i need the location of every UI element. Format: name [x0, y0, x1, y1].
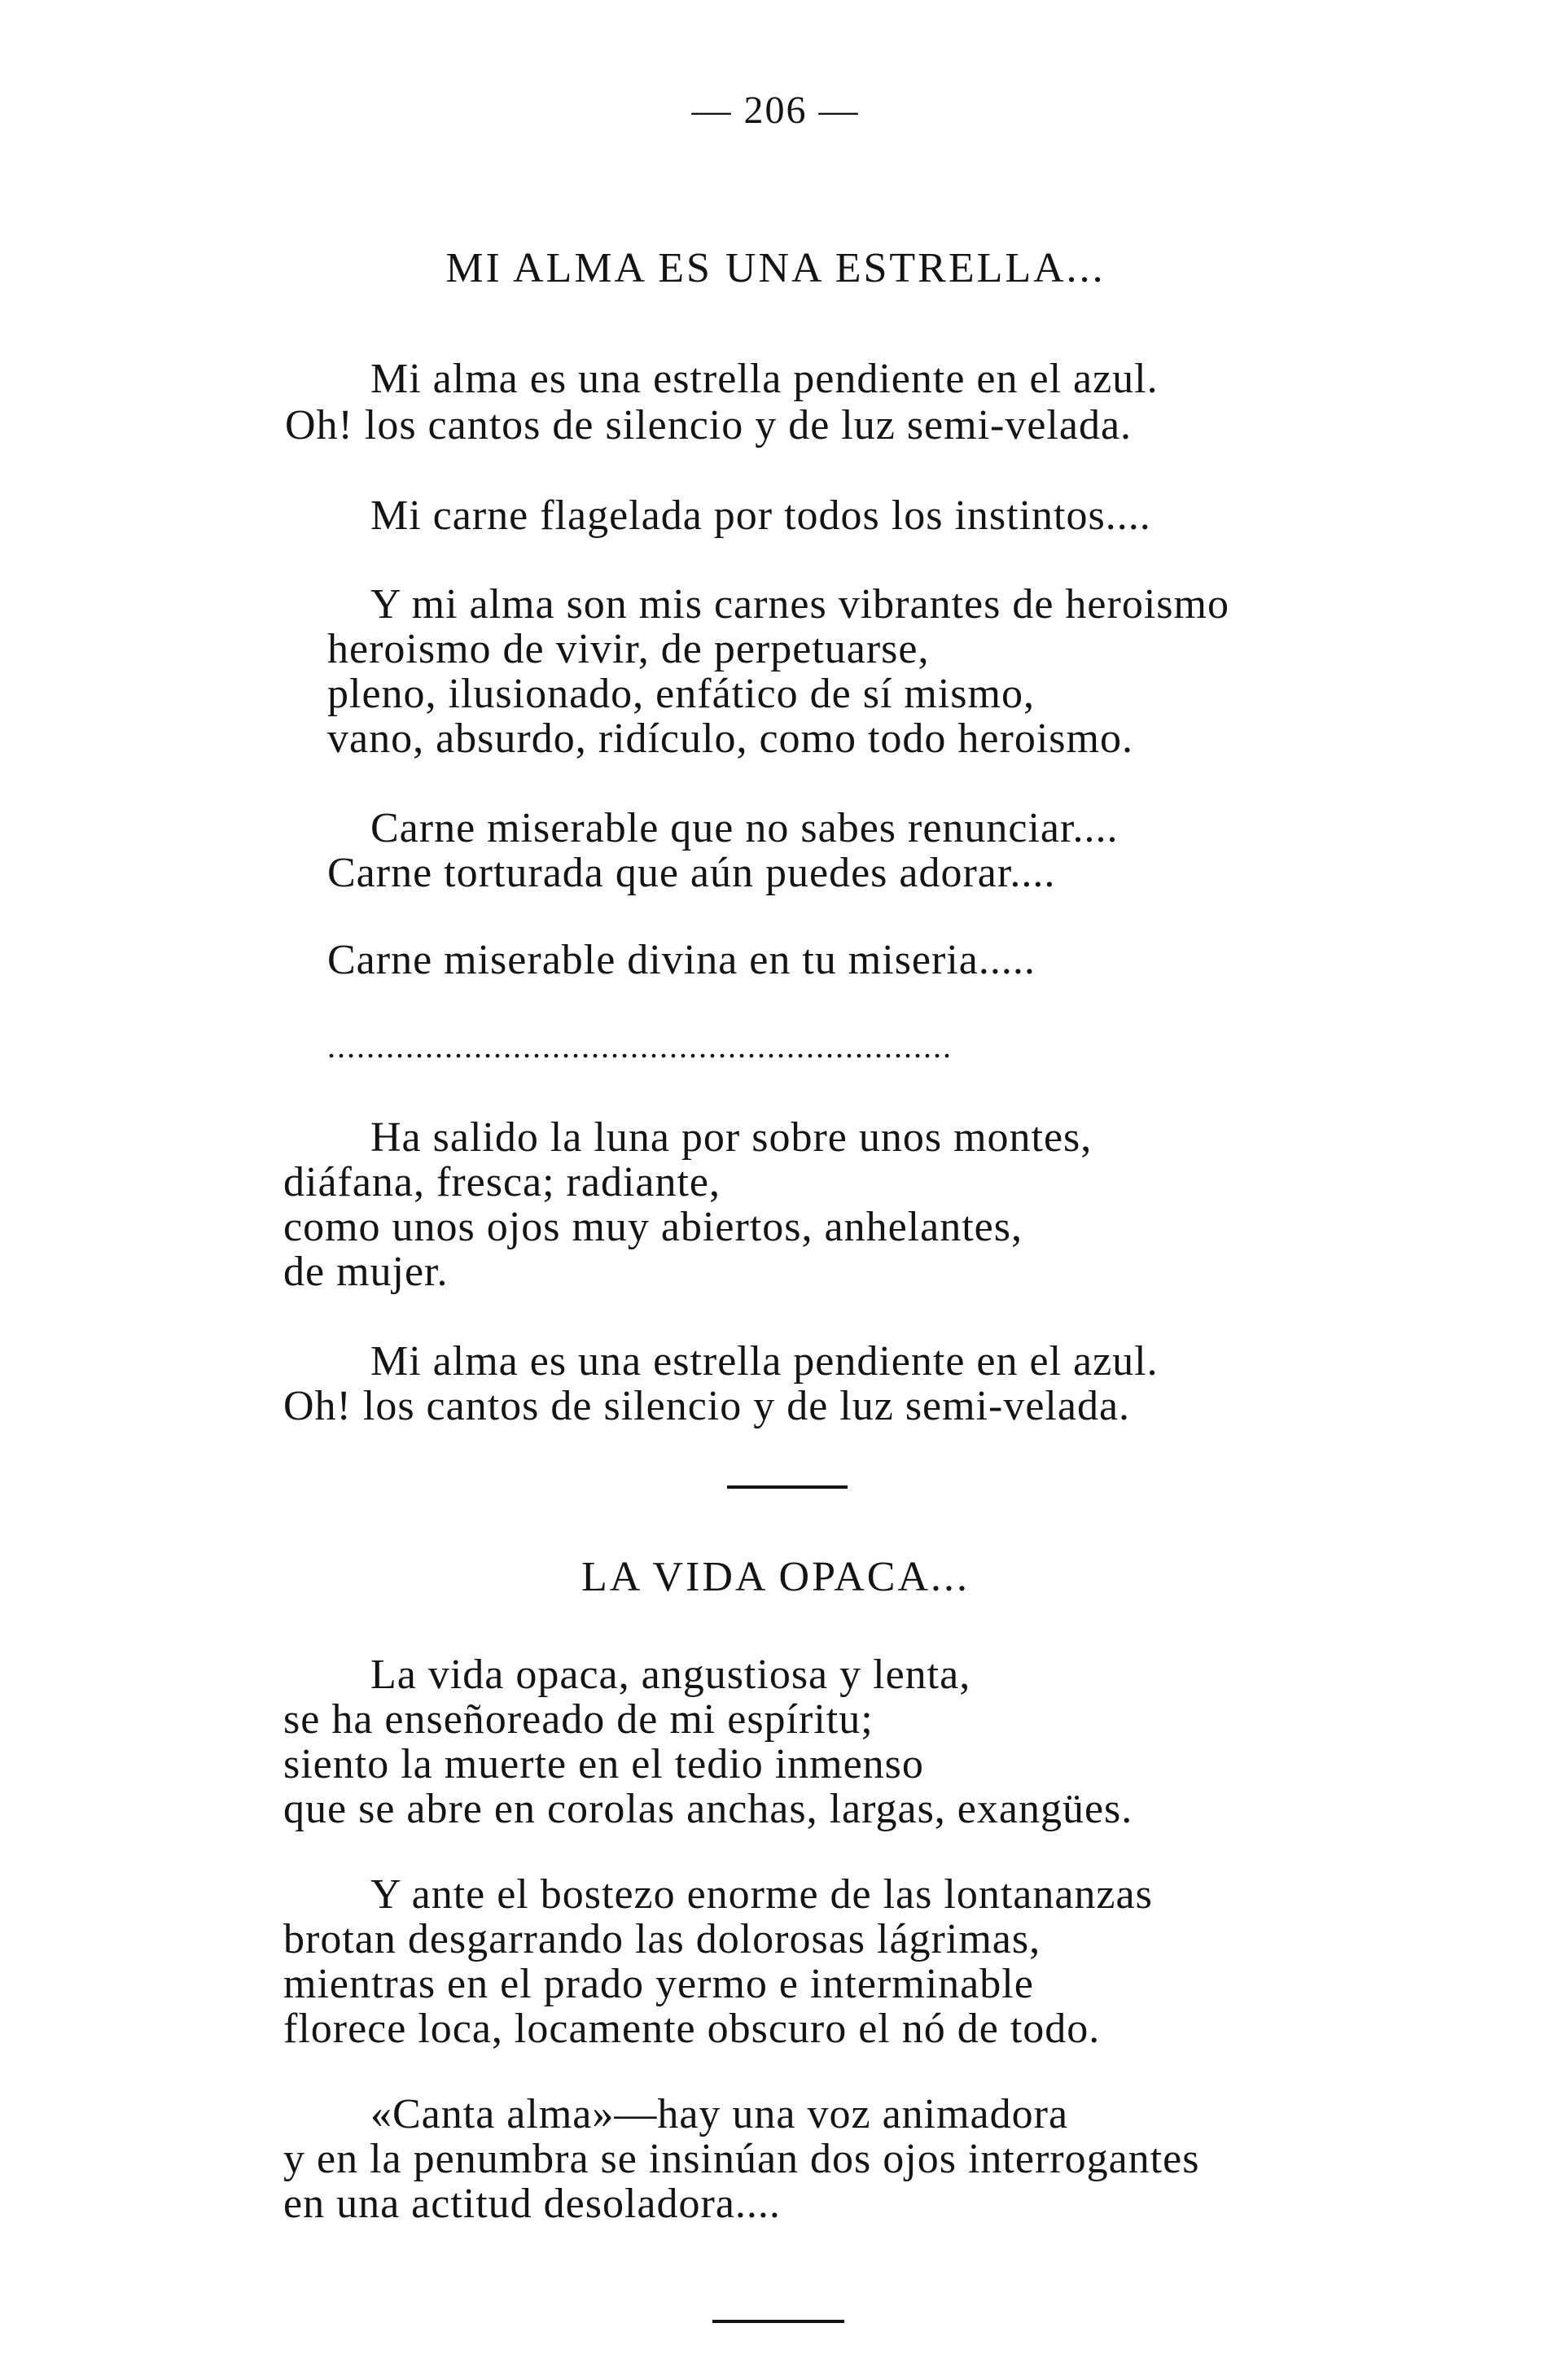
poem-line: Mi alma es una estrella pendiente en el azul. [370, 1338, 1159, 1385]
page-number: — 206 — [691, 89, 860, 132]
poem-line: Carne torturada que aún puedes adorar.... [327, 850, 1056, 896]
poem-line: La vida opaca, angustiosa y lenta, [370, 1652, 971, 1698]
poem-line: vano, absurdo, ridículo, como todo heroismo. [327, 715, 1133, 762]
section-divider [712, 2320, 844, 2323]
poem-line: Mi alma es una estrella pendiente en el azul. [370, 356, 1159, 402]
ellipsis-separator: ................................................................ [327, 1028, 953, 1065]
poem-line: Carne miserable divina en tu miseria..... [327, 937, 1036, 983]
poem-line: siento la muerte en el tedio inmenso [283, 1741, 924, 1787]
poem-line: Ha salido la luna por sobre unos montes, [370, 1114, 1093, 1161]
poem-line: Carne miserable que no sabes renunciar.... [370, 805, 1119, 851]
poem-line: y en la penumbra se insinúan dos ojos interrogantes [283, 2136, 1200, 2182]
poem-line: diáfana, fresca; radiante, [283, 1159, 721, 1205]
poem-line: como unos ojos muy abiertos, anhelantes, [283, 1204, 1023, 1250]
poem-title-la-vida-opaca: LA VIDA OPACA... [581, 1554, 970, 1600]
section-divider [727, 1485, 848, 1489]
poem-line: Oh! los cantos de silencio y de luz semi-velada. [285, 402, 1133, 448]
poem-line: Y mi alma son mis carnes vibrantes de heroismo [370, 581, 1229, 628]
poem-line: que se abre en corolas anchas, largas, exangües. [283, 1786, 1133, 1832]
poem-line: se ha enseñoreado de mi espíritu; [283, 1696, 874, 1743]
poem-line: Oh! los cantos de silencio y de luz semi-velada. [283, 1383, 1131, 1429]
poem-line: Mi carne flagelada por todos los instintos.... [370, 492, 1151, 539]
poem-line: Y ante el bostezo enorme de las lontananzas [370, 1871, 1153, 1918]
poem-line: pleno, ilusionado, enfático de sí mismo, [327, 671, 1035, 717]
poem-line: en una actitud desoladora.... [283, 2181, 781, 2227]
poem-line: de mujer. [283, 1249, 449, 1295]
poem-line: florece loca, locamente obscuro el nó de todo. [283, 2006, 1101, 2052]
poem-line: heroismo de vivir, de perpetuarse, [327, 626, 930, 672]
poem-title-mi-alma: MI ALMA ES UNA ESTRELLA... [445, 245, 1106, 291]
poem-line: brotan desgarrando las dolorosas lágrimas, [283, 1916, 1041, 1962]
poem-line: «Canta alma»—hay una voz animadora [370, 2091, 1069, 2137]
poem-line: mientras en el prado yermo e interminable [283, 1961, 1034, 2007]
